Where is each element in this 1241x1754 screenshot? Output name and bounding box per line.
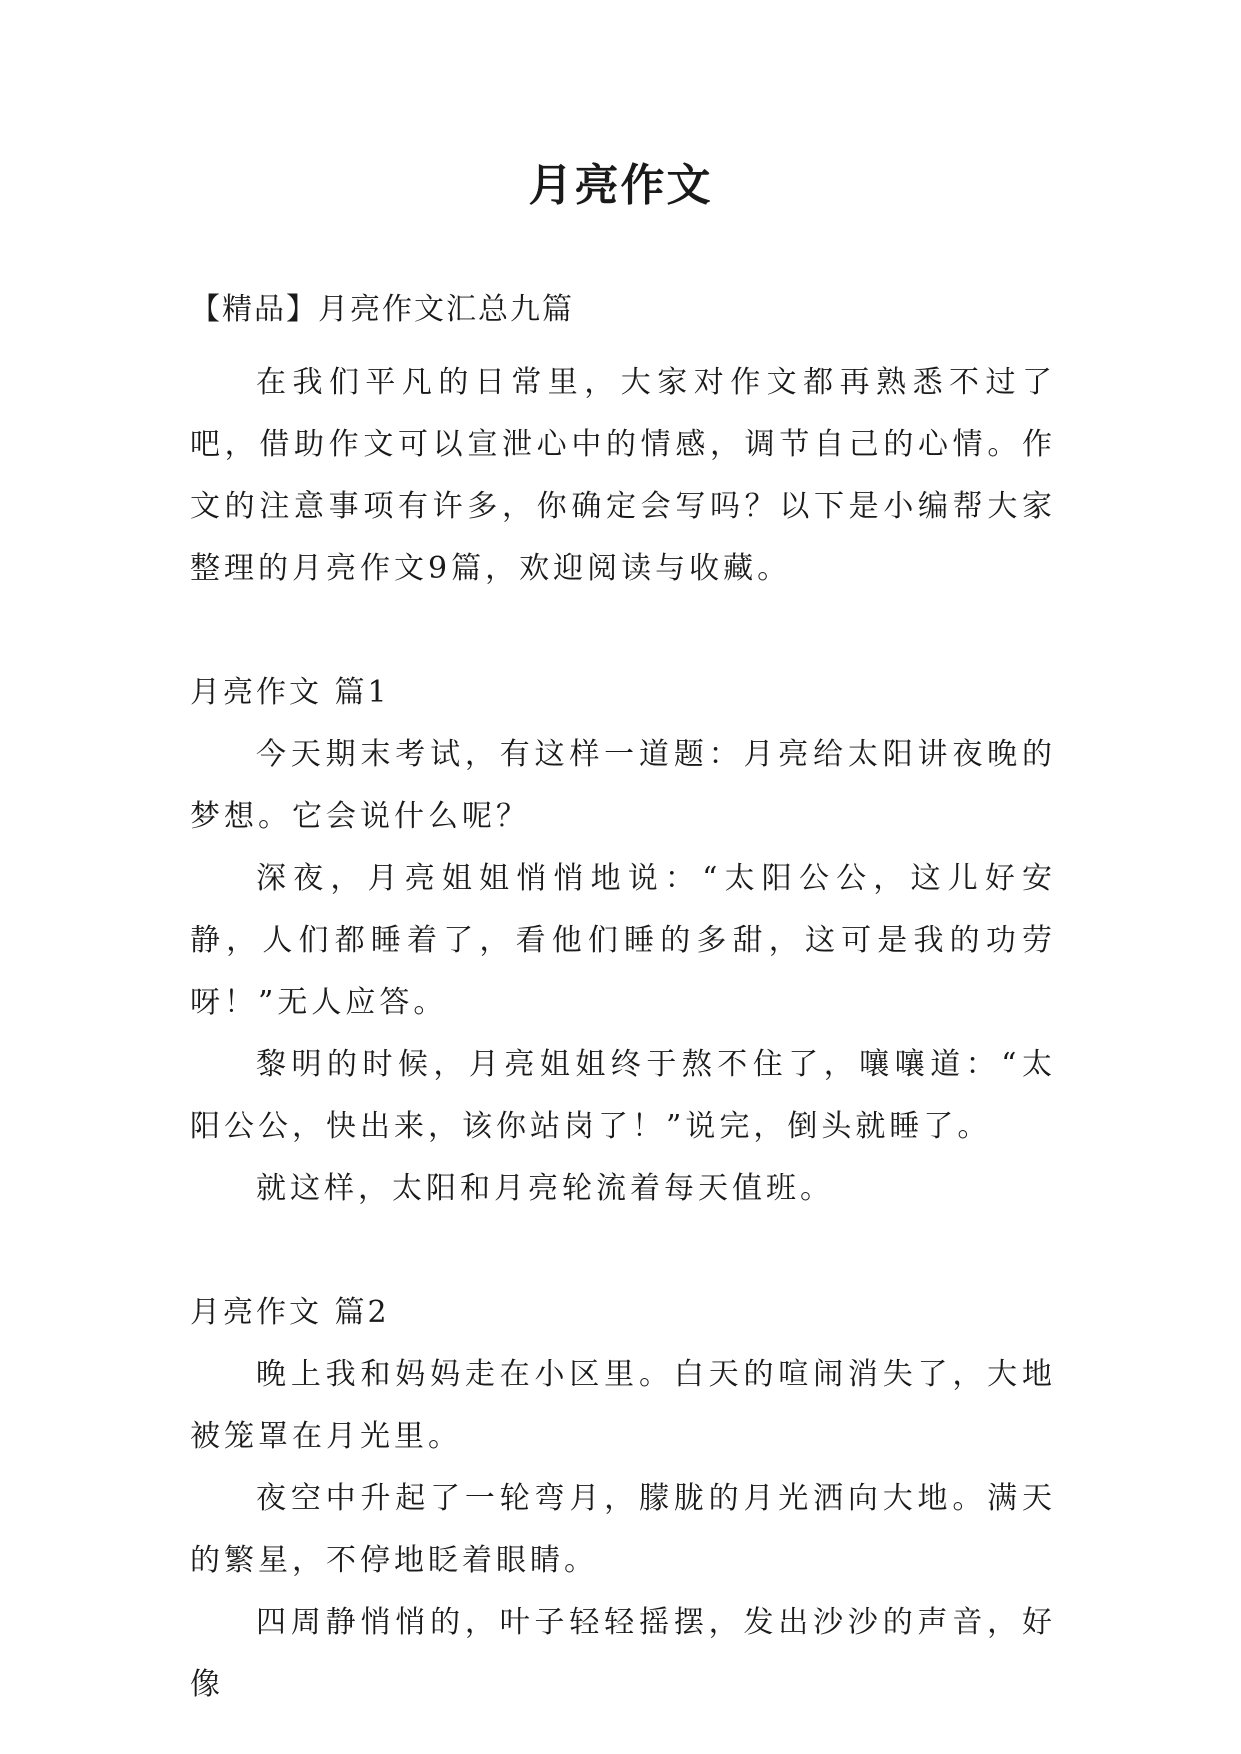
section-paragraph: 晚上我和妈妈走在小区里。白天的喧闹消失了，大地被笼罩在月光里。 [190,1357,1056,1454]
section-paragraph: 深夜，月亮姐姐悄悄地说：“太阳公公，这儿好安静，人们都睡着了，看他们睡的多甜，这可是我的功劳呀！”无人应答。 [190,861,1056,1020]
document-body [190,352,1056,1716]
section-paragraph: 四周静悄悄的，叶子轻轻摇摆，发出沙沙的声音，好像 [190,1605,1056,1702]
section-paragraph: 就这样，太阳和月亮轮流着每天值班。 [256,1171,834,1206]
section-paragraph: 今天期末考试，有这样一道题：月亮给太阳讲夜晚的梦想。它会说什么呢？ [190,737,1056,834]
section-paragraph: 夜空中升起了一轮弯月，朦胧的月光洒向大地。满天的繁星，不停地眨着眼睛。 [190,1481,1056,1578]
section-paragraph: 黎明的时候，月亮姐姐终于熬不住了，嚷嚷道：“太阳公公，快出来，该你站岗了！”说完，倒头就睡了。 [190,1047,1056,1144]
document-title: 月亮作文 [528,160,713,211]
document-subtitle: 【精品】月亮作文汇总九篇 [190,292,574,327]
intro-paragraph: 在我们平凡的日常里，大家对作文都再熟悉不过了吧，借助作文可以宣泄心中的情感，调节自己的心情。作文的注意事项有许多，你确定会写吗？以下是小编帮大家整理的月亮作文9篇，欢迎阅读与收藏。 [190,365,1056,586]
section-heading: 月亮作文 篇1 [190,675,390,710]
section-heading: 月亮作文 篇2 [190,1295,390,1330]
